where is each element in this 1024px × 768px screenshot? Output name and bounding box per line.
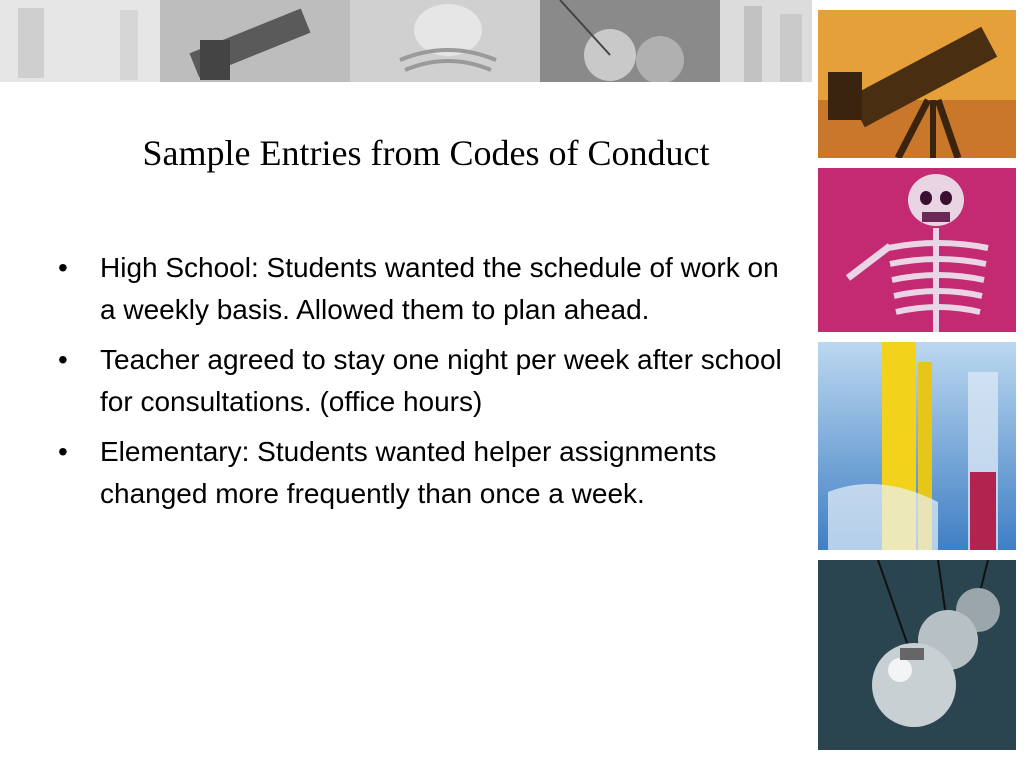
slide-title: Sample Entries from Codes of Conduct	[142, 133, 710, 173]
bullet-item	[58, 339, 798, 423]
header-photo-banner	[0, 0, 812, 82]
bullet-icon: •	[58, 344, 68, 375]
bullet-item	[58, 431, 798, 515]
newtons-cradle-photo	[818, 560, 1016, 750]
bullet-text: Elementary: Students wanted helper assignments changed more frequently than once a week.	[100, 436, 717, 509]
skeleton-photo	[818, 168, 1016, 332]
test-tubes-photo	[818, 342, 1016, 550]
bullet-icon: •	[58, 436, 68, 467]
bullet-icon: •	[58, 252, 68, 283]
bullet-text: High School: Students wanted the schedule of work on a weekly basis. Allowed them to plan ahead.	[100, 252, 779, 325]
bullet-list	[58, 247, 798, 523]
bullet-item	[58, 247, 798, 331]
bullet-text: Teacher agreed to stay one night per week after school for consultations. (office hours)	[100, 344, 782, 417]
telescope-photo	[818, 10, 1016, 158]
